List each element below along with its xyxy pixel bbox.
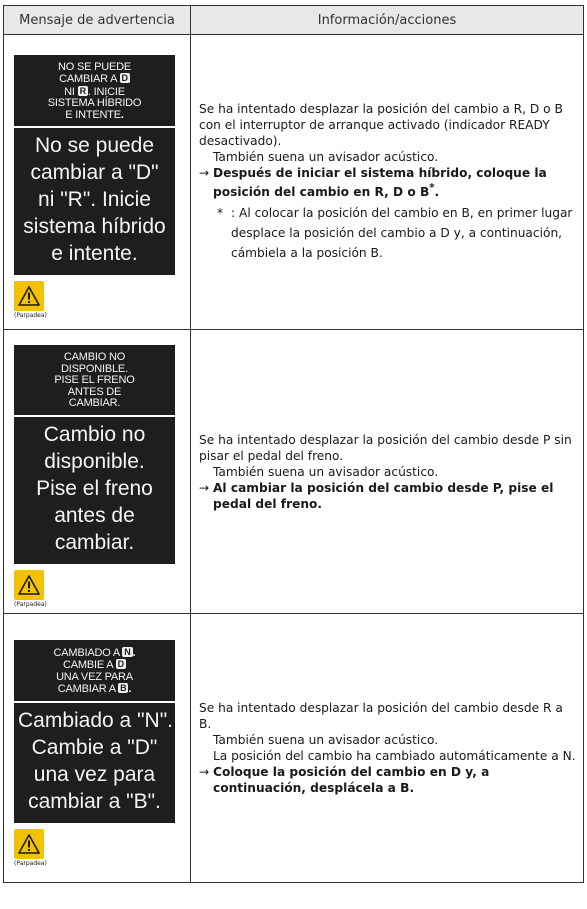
arrow-icon: → — [199, 166, 210, 181]
info-cell — [191, 330, 584, 614]
table-row — [4, 614, 584, 883]
message-cell — [4, 35, 191, 330]
display-large-text: Cambiado a "N". Cambie a "D" una vez para cambiar a "B". — [14, 703, 175, 823]
gear-b-icon: B — [120, 683, 127, 693]
arrow-icon: → — [199, 765, 210, 779]
info-paragraph: También suena un avisador acústico. — [213, 150, 439, 165]
column-header-message: Mensaje de advertencia — [4, 6, 191, 35]
blink-caption: (Parpadea) — [14, 600, 47, 608]
warning-indicator — [14, 570, 54, 608]
table-row — [4, 35, 584, 330]
warning-indicator — [14, 281, 54, 319]
info-paragraph: Se ha intentado desplazar la posición del cambio desde R a B. — [199, 701, 563, 731]
gear-n-icon: N — [124, 646, 131, 657]
gear-r-icon: R — [79, 85, 86, 96]
info-paragraph: Se ha intentado desplazar la posición del cambio desde P sin pisar el pedal del freno. — [199, 432, 572, 463]
info-paragraph: También suena un avisador acústico. — [213, 464, 439, 479]
info-cell — [191, 35, 584, 330]
warning-triangle-icon — [14, 281, 44, 311]
warning-indicator — [14, 829, 54, 867]
display-small-text: CAMBIO NO DISPONIBLE. PISE EL FRENO ANTES DE CAMBIAR. — [14, 345, 175, 415]
warning-triangle-icon — [14, 829, 44, 859]
gear-d-icon: D — [117, 659, 124, 669]
display-small-text: CAMBIADO A N . CAMBIE A D UNA VEZ PARA CAMBIAR A B . — [14, 640, 175, 701]
display-small-text: NO SE PUEDE CAMBIAR A D NI R . INICIE SISTEMA HÍBRIDO E INTENTE. — [14, 55, 175, 127]
blink-caption: (Parpadea) — [14, 312, 47, 320]
action-line: → Coloque la posición del cambio en D y, a continuación, desplácela a B. — [199, 765, 490, 795]
blink-caption: (Parpadea) — [14, 859, 47, 867]
action-line: → Al cambiar la posición del cambio desde P, pise el pedal del freno. — [199, 480, 554, 511]
info-cell — [191, 614, 584, 883]
action-line: → Después de iniciar el sistema híbrido, coloque la posición del cambio en R, D o B*. — [199, 166, 547, 200]
message-cell — [4, 330, 191, 614]
info-paragraph: Se ha intentado desplazar la posición del cambio a R, D o B con el interruptor de arranque activado (indicador READY desactivado). — [199, 102, 563, 149]
message-cell — [4, 614, 191, 883]
warning-messages-table — [3, 5, 584, 883]
display-large-text: Cambio no disponible. Pise el freno antes de cambiar. — [14, 417, 175, 564]
arrow-icon: → — [199, 480, 210, 495]
table-row — [4, 330, 584, 614]
gear-d-icon: D — [121, 73, 128, 84]
info-paragraph: También suena un avisador acústico. — [213, 733, 439, 747]
column-header-info: Información/acciones — [191, 6, 584, 35]
display-large-text: No se puede cambiar a "D" ni "R". Inicie sistema híbrido e intente. — [14, 128, 175, 275]
footnote: * : Al colocar la posición del cambio en B, en primer lugar desplace la posición del cambio a D y, a continuación, cámbiela a la posición B. — [217, 205, 573, 260]
info-paragraph: La posición del cambio ha cambiado automáticamente a N. — [213, 749, 576, 763]
warning-triangle-icon — [14, 570, 44, 600]
